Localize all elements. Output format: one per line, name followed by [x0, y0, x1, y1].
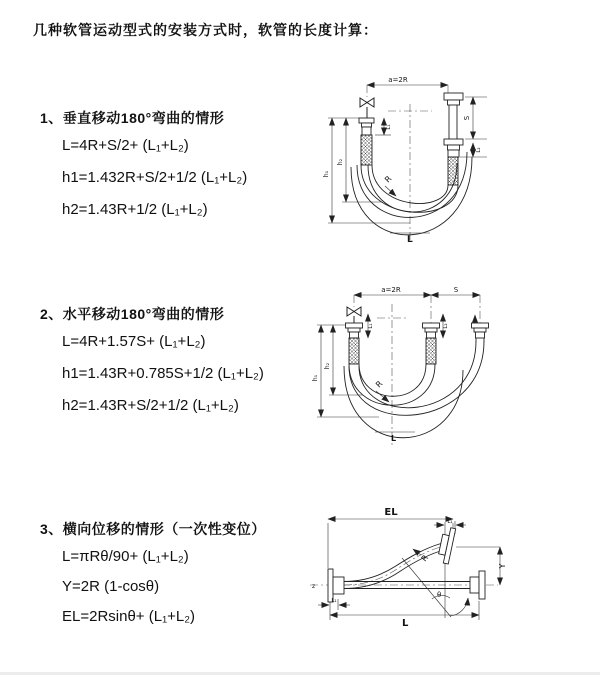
- diagram-vertical-180-bend-drawing: [306, 66, 598, 262]
- length-label: L: [402, 618, 409, 629]
- dim-label-h1: h₁: [323, 170, 330, 178]
- dim-label-h2: h₂: [324, 362, 331, 370]
- dim-label-l2: L₂: [443, 323, 449, 329]
- formula-line: Y=2R (1-cosθ): [62, 578, 160, 595]
- formula-line: L=4R+1.57S+ (L₁+L₂): [62, 333, 206, 350]
- section-2: [40, 304, 264, 429]
- diagram-lateral-displacement-drawing: [298, 498, 600, 660]
- section-2-heading: 2、水平移动180°弯曲的情形: [40, 306, 225, 322]
- formula-line: h1=1.43R+0.785S+1/2 (L₁+L₂): [62, 365, 264, 382]
- left-pipe-assembly: [346, 323, 363, 364]
- page-title: 几种软管运动型式的安装方式时，软管的长度计算：: [33, 22, 378, 38]
- tilted-flange: [437, 526, 456, 564]
- valve-icon: [360, 98, 374, 118]
- dimension-lines: [328, 85, 487, 233]
- theta-label: θ: [437, 591, 442, 599]
- dim-label-l1-bottom: L₁: [331, 598, 337, 604]
- formula-line: h1=1.432R+S/2+1/2 (L₁+L₂): [62, 169, 248, 186]
- dimension-lines: [317, 295, 480, 432]
- axis-mark: z: [312, 583, 316, 590]
- radius-label: R: [374, 379, 385, 390]
- centerlines: [354, 295, 480, 448]
- dim-label-s: S: [453, 286, 459, 294]
- dim-label-s: S: [463, 115, 471, 121]
- dim-label-l1: L₁: [386, 124, 392, 130]
- right-flange: [470, 571, 485, 599]
- centerlines: [367, 85, 448, 240]
- length-label: L: [391, 434, 397, 443]
- diagram-vertical-180-bend: [306, 66, 598, 262]
- middle-pipe-assembly: [423, 323, 440, 364]
- dim-label-h2: h₂: [337, 158, 344, 166]
- radius-label: R: [419, 553, 431, 564]
- formula-line: L=4R+S/2+ (L₁+L₂): [62, 137, 189, 154]
- diagram-horizontal-180-bend: [303, 278, 600, 464]
- dim-label-l2: L₂: [476, 147, 482, 153]
- dim-label-width: a=2R: [388, 76, 408, 84]
- formula-line: L=πRθ/90+ (L₁+L₂): [62, 548, 189, 565]
- hose-arcs: [344, 341, 484, 438]
- diagram-lateral-displacement: [298, 498, 600, 660]
- radius-label: R: [383, 174, 394, 185]
- dim-label-l1: L₁: [368, 323, 374, 329]
- dim-label-width: a=2R: [381, 286, 401, 294]
- dim-label-el: EL: [384, 507, 398, 518]
- formula-line: EL=2Rsinθ+ (L₁+L₂): [62, 608, 196, 625]
- section-1: [40, 108, 247, 233]
- section-3-heading: 3、横向位移的情形（一次性变位）: [40, 521, 266, 537]
- shifted-pipe-assembly: [472, 323, 489, 342]
- section-1-heading: 1、垂直移动180°弯曲的情形: [40, 110, 225, 126]
- dimension-lines: [318, 519, 500, 620]
- right-pipe-assembly: [444, 93, 463, 185]
- valve-icon: [347, 307, 361, 323]
- diagram-horizontal-180-bend-drawing: [303, 278, 600, 464]
- diagram-labels: [312, 286, 459, 443]
- dim-label-h1: h₁: [312, 374, 319, 382]
- formula-line: h2=1.43R+1/2 (L₁+L₂): [62, 201, 208, 218]
- left-pipe-assembly: [359, 118, 374, 165]
- diagram-labels: [312, 507, 507, 629]
- length-label: L: [407, 235, 413, 245]
- section-3: [40, 519, 266, 638]
- dim-label-y: Y: [498, 563, 507, 569]
- formula-line: h2=1.43R+S/2+1/2 (L₁+L₂): [62, 397, 239, 414]
- dim-label-l1-top: L₁: [447, 519, 453, 525]
